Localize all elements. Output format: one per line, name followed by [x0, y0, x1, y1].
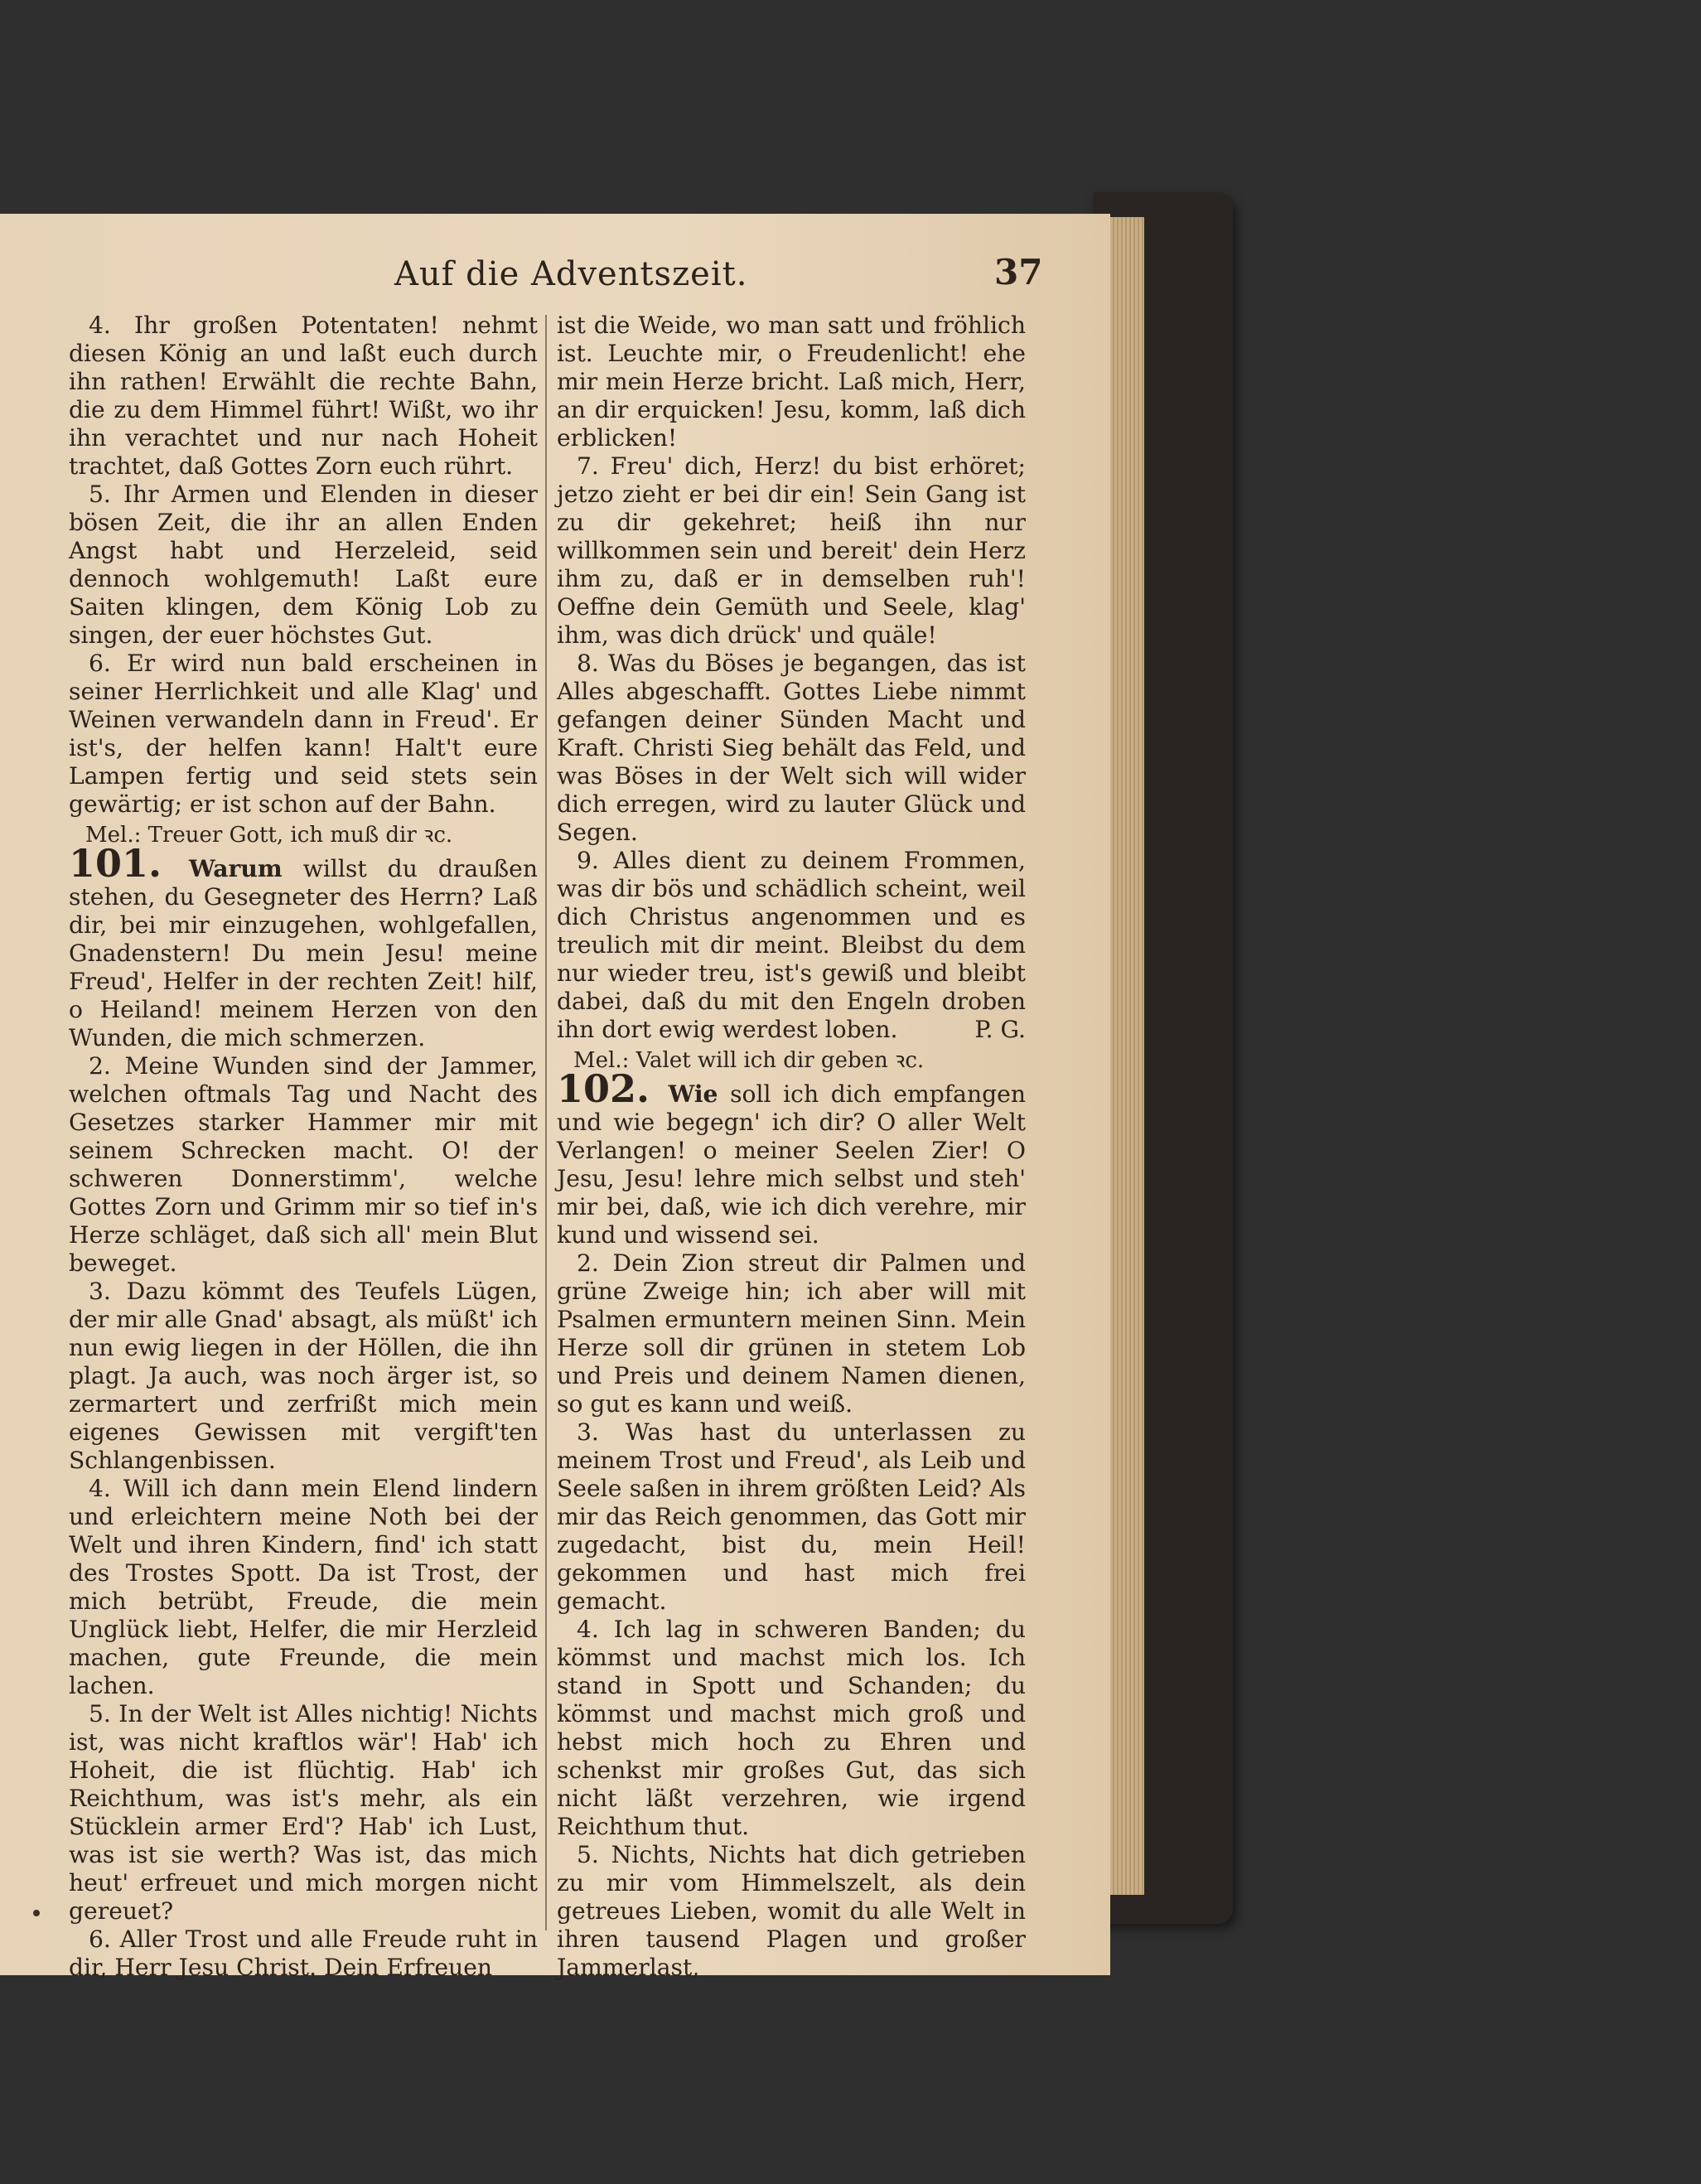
- hymn-101-first-verse: [69, 841, 538, 1052]
- column-divider: [545, 315, 547, 1930]
- page-edges: [1106, 217, 1144, 1895]
- hymn-first-word: Wie: [668, 1080, 718, 1108]
- verse-paragraph: 4. Will ich dann mein Elend lindern und erleichtern meine Noth bei der Welt und ihren Kindern, find' ich statt des Trostes Spott. Da ist Trost, der mich betrübt, Freude, die mein Unglück liebt, Helfer, die mir Herzleid machen, gute Freunde, die mein lachen.: [69, 1475, 538, 1699]
- verse-paragraph: [557, 847, 1026, 1044]
- ink-spot: [33, 1910, 40, 1916]
- verse-paragraph: 7. Freu' dich, Herz! du bist erhöret; jetzo zieht er bei dir ein! Sein Gang ist zu dir gekehret; heiß ihn nur willkommen sein und bereit' dein Herz ihm zu, daß er in demselben ruh'! Oeffne dein Gemüth und Seele, klag' ihm, was dich drück' und quäle!: [557, 452, 1026, 649]
- author-initials: P. G.: [974, 1016, 1026, 1043]
- verse-paragraph: 6. Aller Trost und alle Freude ruht in dir, Herr Jesu Christ. Dein Erfreuen: [69, 1925, 538, 1981]
- verse-paragraph: 8. Was du Böses je begangen, das ist Alles abgeschafft. Gottes Liebe nimmt gefangen deiner Sünden Macht und Kraft. Christi Sieg behält das Feld, und was Böses in der Welt sich will wider dich erregen, wird zu lauter Glück und Segen.: [557, 650, 1026, 846]
- melody-label: Mel.:: [573, 1048, 630, 1073]
- verse-paragraph: 4. Ich lag in schweren Banden; du kömmst und machst mich los. Ich stand in Spott und Schanden; du kömmst und machst mich groß und hebst mich hoch zu Ehren und schenkst mir großes Gut, das sich nicht läßt verzehren, wie irgend Reichthum thut.: [557, 1616, 1026, 1840]
- verse-continuation: ist die Weide, wo man satt und fröhlich ist. Leuchte mir, o Freudenlicht! ehe mir mein Herze bricht. Laß mich, Herr, an dir erquicken! Jesu, komm, laß dich erblicken!: [557, 312, 1026, 452]
- verse-paragraph: 5. In der Welt ist Alles nichtig! Nichts ist, was nicht kraftlos wär'! Hab' ich Hoheit, die ist flüchtig. Hab' ich Reichthum, was ist's mehr, als ein Stücklein armer Erd'? Hab' ich Lust, was ist sie werth? Was ist, das mich heut' erfreuet und mich morgen nicht gereuet?: [69, 1700, 538, 1925]
- melody-text: Valet will ich dir geben ꝛc.: [635, 1048, 925, 1073]
- verse-paragraph: 2. Dein Zion streut dir Palmen und grüne Zweige hin; ich aber will mit Psalmen ermuntern meinen Sinn. Mein Herze soll dir grünen in stetem Lob und Preis und deinem Namen dienen, so gut es kann und weiß.: [557, 1249, 1026, 1418]
- hymn-verse-text: willst du draußen stehen, du Gesegneter des Herrn? Laß dir, bei mir einzugehen, wohlgefallen, Gnadenstern! Du mein Jesu! meine Freud', Helfer in der rechten Zeit! hilf, o Heiland! meinem Herzen von den Wunden, die mich schmerzen.: [69, 855, 538, 1051]
- verse-paragraph: 3. Dazu kömmt des Teufels Lügen, der mir alle Gnad' absagt, als müßt' ich nun ewig liegen in der Höllen, die ihn plagt. Ja auch, was noch ärger ist, so zermartert und zerfrißt mich mein eigenes Gewissen mit vergift'ten Schlangenbissen.: [69, 1278, 538, 1474]
- running-title: Auf die Adventszeit.: [394, 255, 748, 293]
- verse-paragraph: 3. Was hast du unterlassen zu meinem Trost und Freud', als Leib und Seele saßen in ihrem größten Leid? Als mir das Reich genommen, das Gott mir zugedacht, bist du, mein Heil! gekommen und hast mich frei gemacht.: [557, 1418, 1026, 1615]
- hymn-number: 102.: [557, 1066, 650, 1111]
- page-number: 37: [994, 252, 1043, 292]
- hymn-number: 101.: [69, 841, 162, 886]
- page-header: [0, 252, 1110, 302]
- verse-paragraph: 2. Meine Wunden sind der Jammer, welchen oftmals Tag und Nacht des Gesetzes starker Hammer mir mit seinem Schrecken macht. O! der schweren Donnerstimm', welche Gottes Zorn und Grimm mir so tief in's Herze schläget, daß sich all' mein Blut beweget.: [69, 1052, 538, 1277]
- verse-paragraph: 4. Ihr großen Potentaten! nehmt diesen König an und laßt euch durch ihn rathen! Erwählt die rechte Bahn, die zu dem Himmel führt! Wißt, wo ihr ihn verachtet und nur nach Hoheit trachtet, daß Gottes Zorn euch rührt.: [69, 312, 538, 480]
- melody-text: Treuer Gott, ich muß dir ꝛc.: [147, 823, 453, 848]
- verse-paragraph: 6. Er wird nun bald erscheinen in seiner Herrlichkeit und alle Klag' und Weinen verwandeln dann in Freud'. Er ist's, der helfen kann! Halt't eure Lampen fertig und seid stets sein gewärtig; er ist schon auf der Bahn.: [69, 650, 538, 818]
- left-column: [69, 312, 538, 1982]
- verse-paragraph: 5. Ihr Armen und Elenden in dieser bösen Zeit, die ihr an allen Enden Angst habt und Herzeleid, seid dennoch wohlgemuth! Laßt eure Saiten klingen, dem König Lob zu singen, der euer höchstes Gut.: [69, 481, 538, 649]
- hymn-102-first-verse: [557, 1066, 1027, 1249]
- hymn-verse-text: soll ich dich empfangen und wie begegn' ich dir? O aller Welt Verlangen! o meiner Seelen Zier! O Jesu, Jesu! lehre mich selbst und steh' mir bei, daß, wie ich dich verehre, mir kund und wissend sei.: [557, 1080, 1027, 1249]
- melody-label: Mel.:: [85, 823, 142, 848]
- hymn-first-word: Warum: [189, 855, 283, 882]
- book-page: [0, 214, 1110, 1981]
- verse-paragraph: 5. Nichts, Nichts hat dich getrieben zu mir vom Himmelszelt, als dein getreues Lieben, womit du alle Welt in ihren tausend Plagen und großer Jammerlast,: [557, 1841, 1026, 1981]
- verse-text: 9. Alles dient zu deinem Frommen, was dir bös und schädlich scheint, weil dich Christus angenommen und es treulich mit dir meint. Bleibst du dem nur wieder treu, ist's gewiß und bleibt dabei, daß du mit den Engeln droben ihn dort ewig werdest loben.: [557, 847, 1026, 1043]
- right-column: [557, 312, 1026, 1982]
